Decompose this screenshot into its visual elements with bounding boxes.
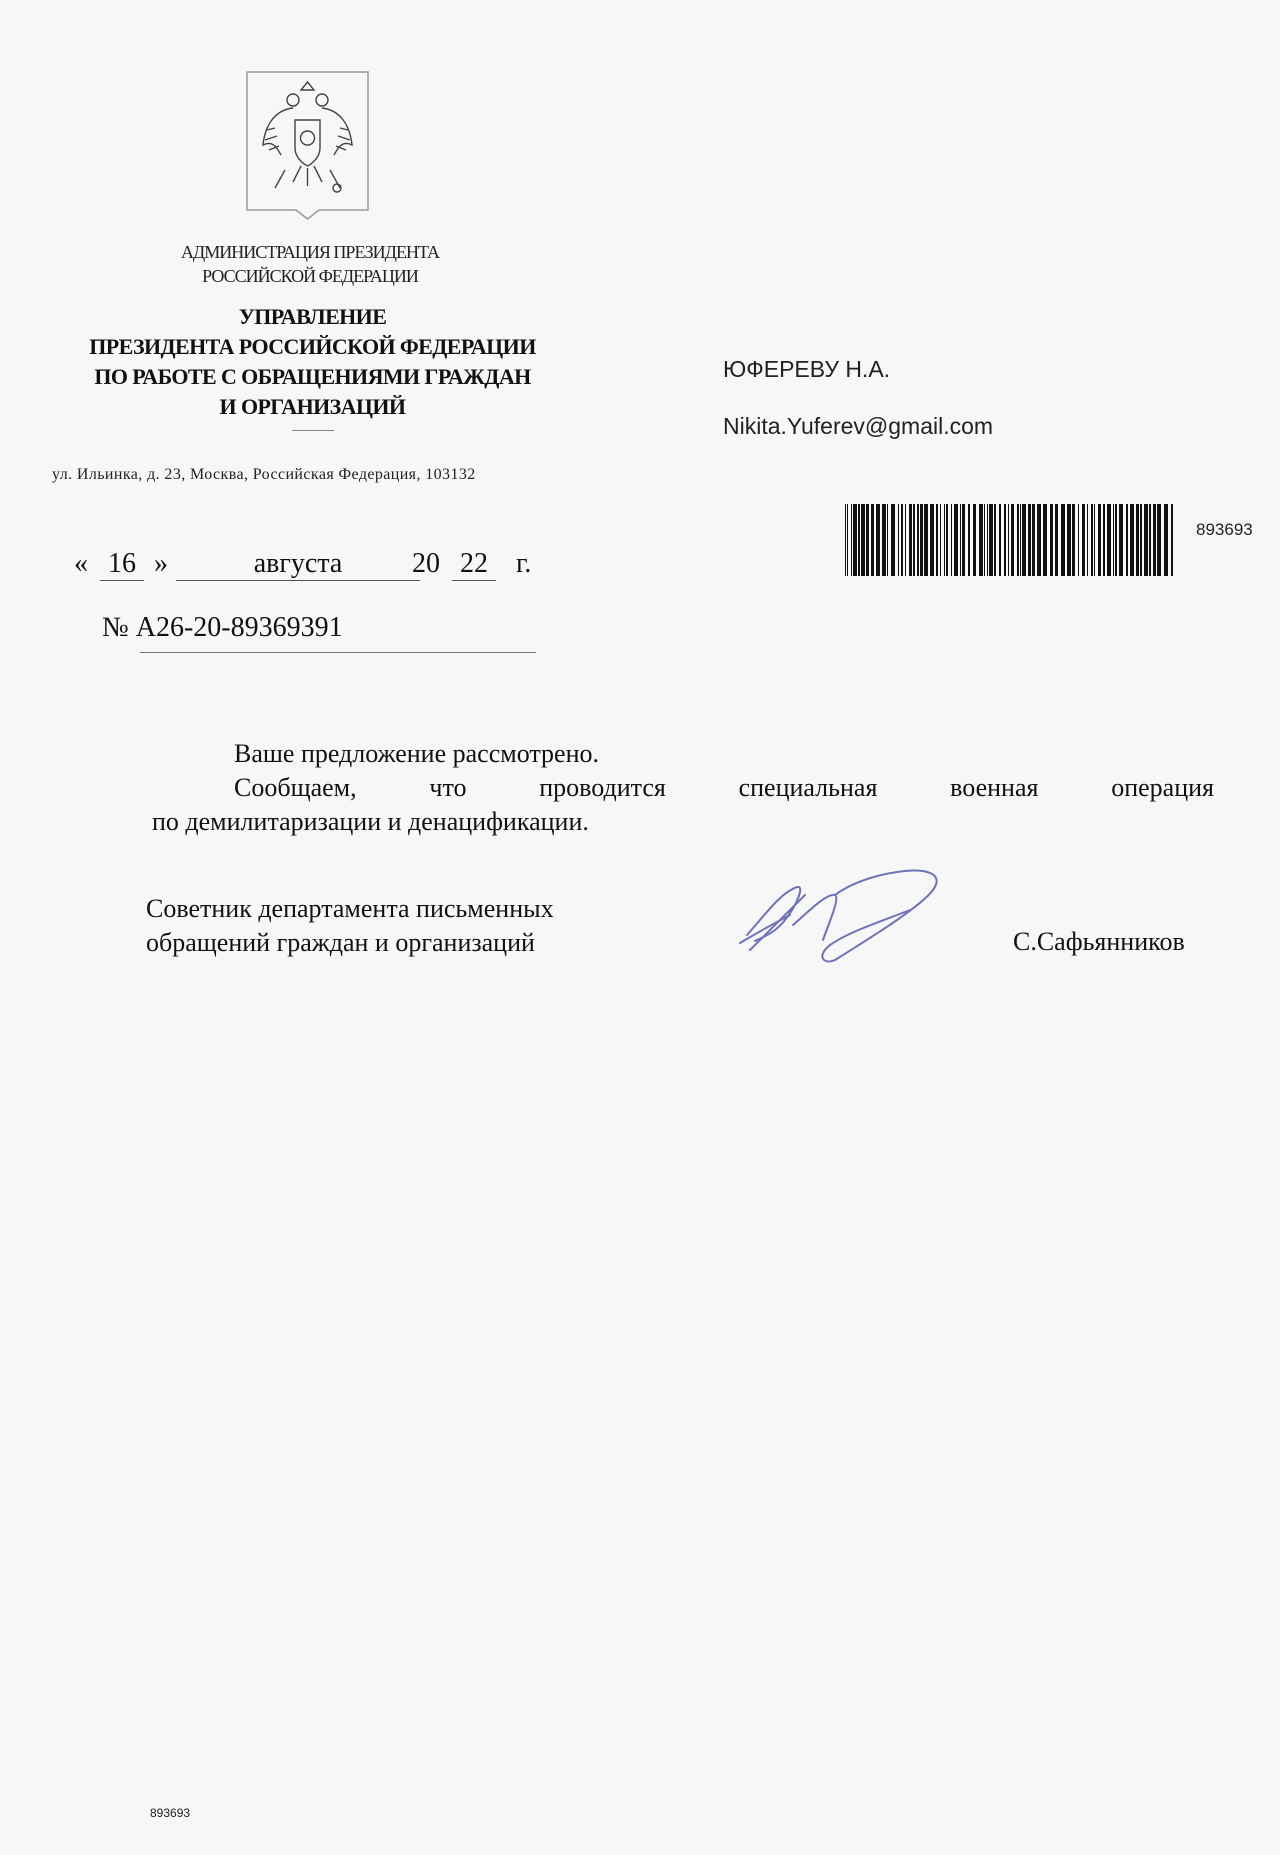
date-year-suffix: 22 (452, 548, 496, 581)
date-year-prefix: 20 (412, 548, 440, 579)
body-line-1: Ваше предложение рассмотрено. (234, 739, 600, 768)
body-word: Сообщаем, (234, 773, 357, 802)
barcode-bar (887, 504, 888, 576)
barcode-bar (1149, 504, 1151, 576)
barcode-bar (946, 504, 948, 576)
barcode (845, 504, 1175, 576)
barcode-bar (1061, 504, 1065, 576)
barcode-bar (1028, 504, 1031, 576)
barcode-bar (954, 504, 958, 576)
barcode-bar (984, 504, 985, 576)
barcode-bar (1055, 504, 1058, 576)
barcode-bar (1011, 504, 1014, 576)
barcode-bar (1144, 504, 1148, 576)
barcode-bar (1140, 504, 1142, 576)
barcode-bar (1115, 504, 1117, 576)
barcode-bar (1157, 504, 1161, 576)
barcode-bar (1072, 504, 1075, 576)
barcode-bar (1078, 504, 1079, 576)
administration-title-line-1: АДМИНИСТРАЦИЯ ПРЕЗИДЕНТА (180, 242, 440, 262)
body-line-3: по демилитаризации и денацификации. (152, 807, 589, 836)
department-title-line-1: УПРАВЛЕНИЕ (238, 304, 387, 329)
barcode-bar (1153, 504, 1156, 576)
date-year-unit: г. (516, 548, 532, 579)
barcode-bar (917, 504, 919, 576)
barcode-bar (858, 504, 860, 576)
footer-number: 893693 (150, 1806, 191, 1820)
reference-number-value: А26-20-89369391 (135, 612, 343, 643)
barcode-bar (1022, 504, 1026, 576)
barcode-bar (1136, 504, 1139, 576)
barcode-bar (861, 504, 865, 576)
barcode-bar (1008, 504, 1009, 576)
barcode-bar (951, 504, 952, 576)
body-word: что (429, 773, 467, 802)
barcode-bar (1107, 504, 1111, 576)
header-divider (292, 430, 334, 431)
barcode-bar (1171, 504, 1173, 576)
barcode-bar (909, 504, 912, 576)
barcode-bar (871, 504, 874, 576)
barcode-bar (920, 504, 923, 576)
barcode-bar (853, 504, 857, 576)
department-title-line-2: ПРЕЗИДЕНТА РОССИЙСКОЙ ФЕДЕРАЦИИ (89, 334, 536, 359)
date-close-quote: » (154, 548, 168, 579)
barcode-bar (891, 504, 895, 576)
barcode-bar (901, 504, 903, 576)
barcode-bar (994, 504, 996, 576)
barcode-bar (1087, 504, 1088, 576)
body-word: специальная (738, 773, 878, 802)
sender-address: ул. Ильинка, д. 23, Москва, Российская Федерация, 103132 (52, 466, 476, 483)
barcode-bar (1067, 504, 1071, 576)
barcode-bar (999, 504, 1001, 576)
handwritten-signature (735, 865, 950, 965)
barcode-bar (1032, 504, 1035, 576)
number-sign: № (102, 612, 129, 643)
date-day: 16 (100, 548, 144, 581)
barcode-bar (940, 504, 941, 576)
barcode-bar (851, 504, 852, 576)
barcode-bar (960, 504, 961, 576)
barcode-bar (1037, 504, 1041, 576)
barcode-bar (936, 504, 938, 576)
body-word: проводится (539, 773, 666, 802)
body-line-2 (234, 771, 1214, 805)
barcode-bar (944, 504, 945, 576)
barcode-number: 893693 (1196, 520, 1253, 539)
department-title-line-4: И ОРГАНИЗАЦИЙ (219, 394, 406, 419)
barcode-bar (913, 504, 915, 576)
date-open-quote: « (74, 548, 88, 579)
signer-title-line-1: Советник департамента письменных (146, 894, 554, 923)
barcode-bar (987, 504, 988, 576)
barcode-bar (1091, 504, 1093, 576)
barcode-bar (1050, 504, 1053, 576)
reference-underline (140, 652, 536, 653)
barcode-bar (1113, 504, 1114, 576)
barcode-bar (968, 504, 970, 576)
barcode-bar (930, 504, 934, 576)
barcode-bar (1043, 504, 1047, 576)
reference-number (102, 612, 343, 644)
barcode-bar (866, 504, 869, 576)
coat-of-arms-emblem (245, 70, 370, 220)
barcode-bar (924, 504, 928, 576)
barcode-bar (989, 504, 993, 576)
signer-title-line-2: обращений граждан и организаций (146, 928, 535, 957)
barcode-bar (1082, 504, 1085, 576)
barcode-bar (1094, 504, 1095, 576)
barcode-bar (845, 504, 846, 576)
date-month: августа (176, 548, 420, 581)
signer-title (146, 892, 554, 960)
recipient-name: ЮФЕРЕВУ Н.А. (723, 356, 891, 382)
administration-title-line-2: РОССИЙСКОЙ ФЕДЕРАЦИИ (202, 266, 418, 286)
body-word: операция (1111, 773, 1214, 802)
barcode-bar (847, 504, 848, 576)
signer-name: С.Сафьянников (1013, 927, 1185, 956)
barcode-bar (898, 504, 899, 576)
barcode-bar (1126, 504, 1128, 576)
barcode-bar (1098, 504, 1101, 576)
barcode-bar (962, 504, 965, 576)
department-title-line-3: ПО РАБОТЕ С ОБРАЩЕНИЯМИ ГРАЖДАН (94, 364, 531, 389)
barcode-bar (1103, 504, 1105, 576)
barcode-bar (876, 504, 880, 576)
barcode-bar (882, 504, 886, 576)
body-word: военная (950, 773, 1039, 802)
barcode-bar (1020, 504, 1021, 576)
barcode-bar (1130, 504, 1134, 576)
barcode-bar (1119, 504, 1123, 576)
document-date (72, 548, 552, 584)
recipient-email: Nikita.Yuferev@gmail.com (723, 413, 994, 439)
barcode-bar (1017, 504, 1019, 576)
barcode-bar (979, 504, 983, 576)
barcode-bar (973, 504, 976, 576)
barcode-bar (1164, 504, 1168, 576)
barcode-bar (905, 504, 906, 576)
barcode-bar (1004, 504, 1006, 576)
